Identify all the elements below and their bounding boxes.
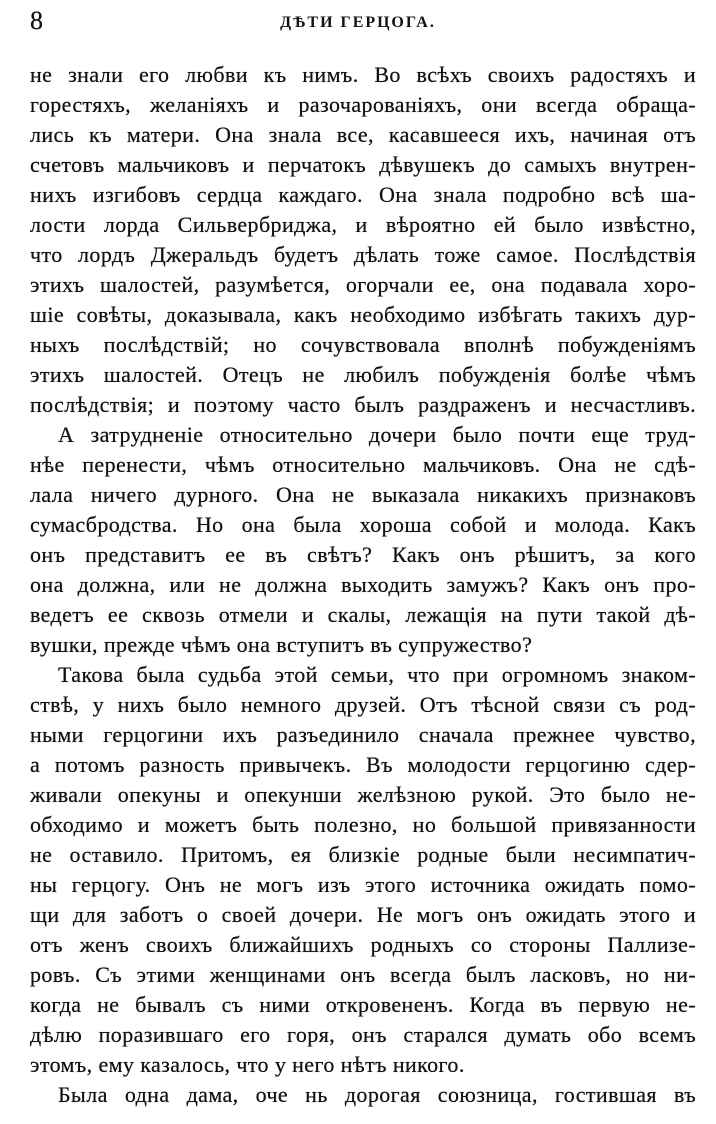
text-line: сумасбродства. Но она была хороша собой и молода. Какъ [30, 512, 696, 537]
text-line: дѣлю поразившаго его горя, онъ старался думать обо всемъ [30, 1022, 696, 1047]
text-line: этихъ шалостей, разумѣется, огорчали ее, она подавала хоро- [30, 272, 696, 297]
text-line: горестяхъ, желаніяхъ и разочарованіяхъ, они всегда обраща- [30, 92, 696, 117]
text-line: ствѣ, у нихъ было немного друзей. Отъ тѣсной связи съ род- [30, 692, 696, 717]
text-line: ныхъ послѣдствій; но сочувствовала вполнѣ побужденіямъ [30, 332, 696, 357]
paragraph-start-line: Такова была судьба этой семьи, что при огромномъ знаком- [58, 662, 696, 687]
text-line: шіе совѣты, доказывала, какъ необходимо избѣгать такихъ дур- [30, 302, 696, 327]
text-line: нихъ изгибовъ сердца каждаго. Она знала подробно всѣ ша- [30, 182, 696, 207]
running-title: ДѢТИ ГЕРЦОГА. [280, 14, 436, 31]
text-line: онъ представитъ ее въ свѣтъ? Какъ онъ рѣшитъ, за кого [30, 542, 696, 567]
page-number: 8 [30, 6, 43, 35]
text-line: живали опекуны и опекунши желѣзною рукой. Это было не- [30, 782, 696, 807]
text-line: что лордъ Джеральдъ будетъ дѣлать тоже самое. Послѣдствія [30, 242, 696, 267]
text-line: лись къ матери. Она знала все, касавшееся ихъ, начиная отъ [30, 122, 696, 147]
body-text [30, 60, 696, 1110]
text-line: она должна, или не должна выходить замужъ? Какъ онъ про- [30, 572, 696, 597]
paragraph-end-line: этомъ, ему казалось, что у него нѣтъ никого. [30, 1052, 465, 1077]
text-line: щи для заботъ о своей дочери. Не могъ онъ ожидать этого и [30, 902, 696, 927]
text-line: ны герцогу. Онъ не могъ изъ этого источника ожидать помо- [30, 872, 696, 897]
text-line: отъ женъ своихъ ближайшихъ родныхъ со стороны Паллизе- [30, 932, 696, 957]
paragraph-end-line: вушки, прежде чѣмъ она вступитъ въ супружество? [30, 632, 533, 657]
text-line: обходимо и можетъ быть полезно, но большой привязанности [30, 812, 696, 837]
text-line: не знали его любви къ нимъ. Во всѣхъ своихъ радостяхъ и [30, 62, 696, 87]
text-line: счетовъ мальчиковъ и перчатокъ дѣвушекъ до самыхъ внутрен- [30, 152, 696, 177]
text-line: послѣдствія; и поэтому часто былъ раздраженъ и несчастливъ. [30, 392, 696, 417]
text-line: ведетъ ее сквозь отмели и скалы, лежащія на пути такой дѣ- [30, 602, 696, 627]
text-line: не оставило. Притомъ, ея близкіе родные были несимпатич- [30, 842, 696, 867]
text-line: этихъ шалостей. Отецъ не любилъ побужденія болѣе чѣмъ [30, 362, 696, 387]
paragraph-start-line: А затрудненіе относительно дочери было почти еще труд- [58, 422, 696, 447]
text-line: ровъ. Съ этими женщинами онъ всегда былъ ласковъ, но ни- [30, 962, 696, 987]
text-line: когда не бывалъ съ ними откровененъ. Когда въ первую не- [30, 992, 696, 1017]
text-line: ными герцогини ихъ разъединило сначала прежнее чувство, [30, 722, 696, 747]
text-line: а потомъ разность привычекъ. Въ молодости герцогиню сдер- [30, 752, 696, 777]
text-line: лала ничего дурного. Она не выказала никакихъ признаковъ [30, 482, 696, 507]
text-line: лости лорда Сильвербриджа, и вѣроятно ей было извѣстно, [30, 212, 696, 237]
paragraph-start-line: Была одна дама, оче нь дорогая союзница, гостившая въ [58, 1082, 696, 1107]
text-line: нѣе перенести, чѣмъ относительно мальчиковъ. Она не сдѣ- [30, 452, 696, 477]
